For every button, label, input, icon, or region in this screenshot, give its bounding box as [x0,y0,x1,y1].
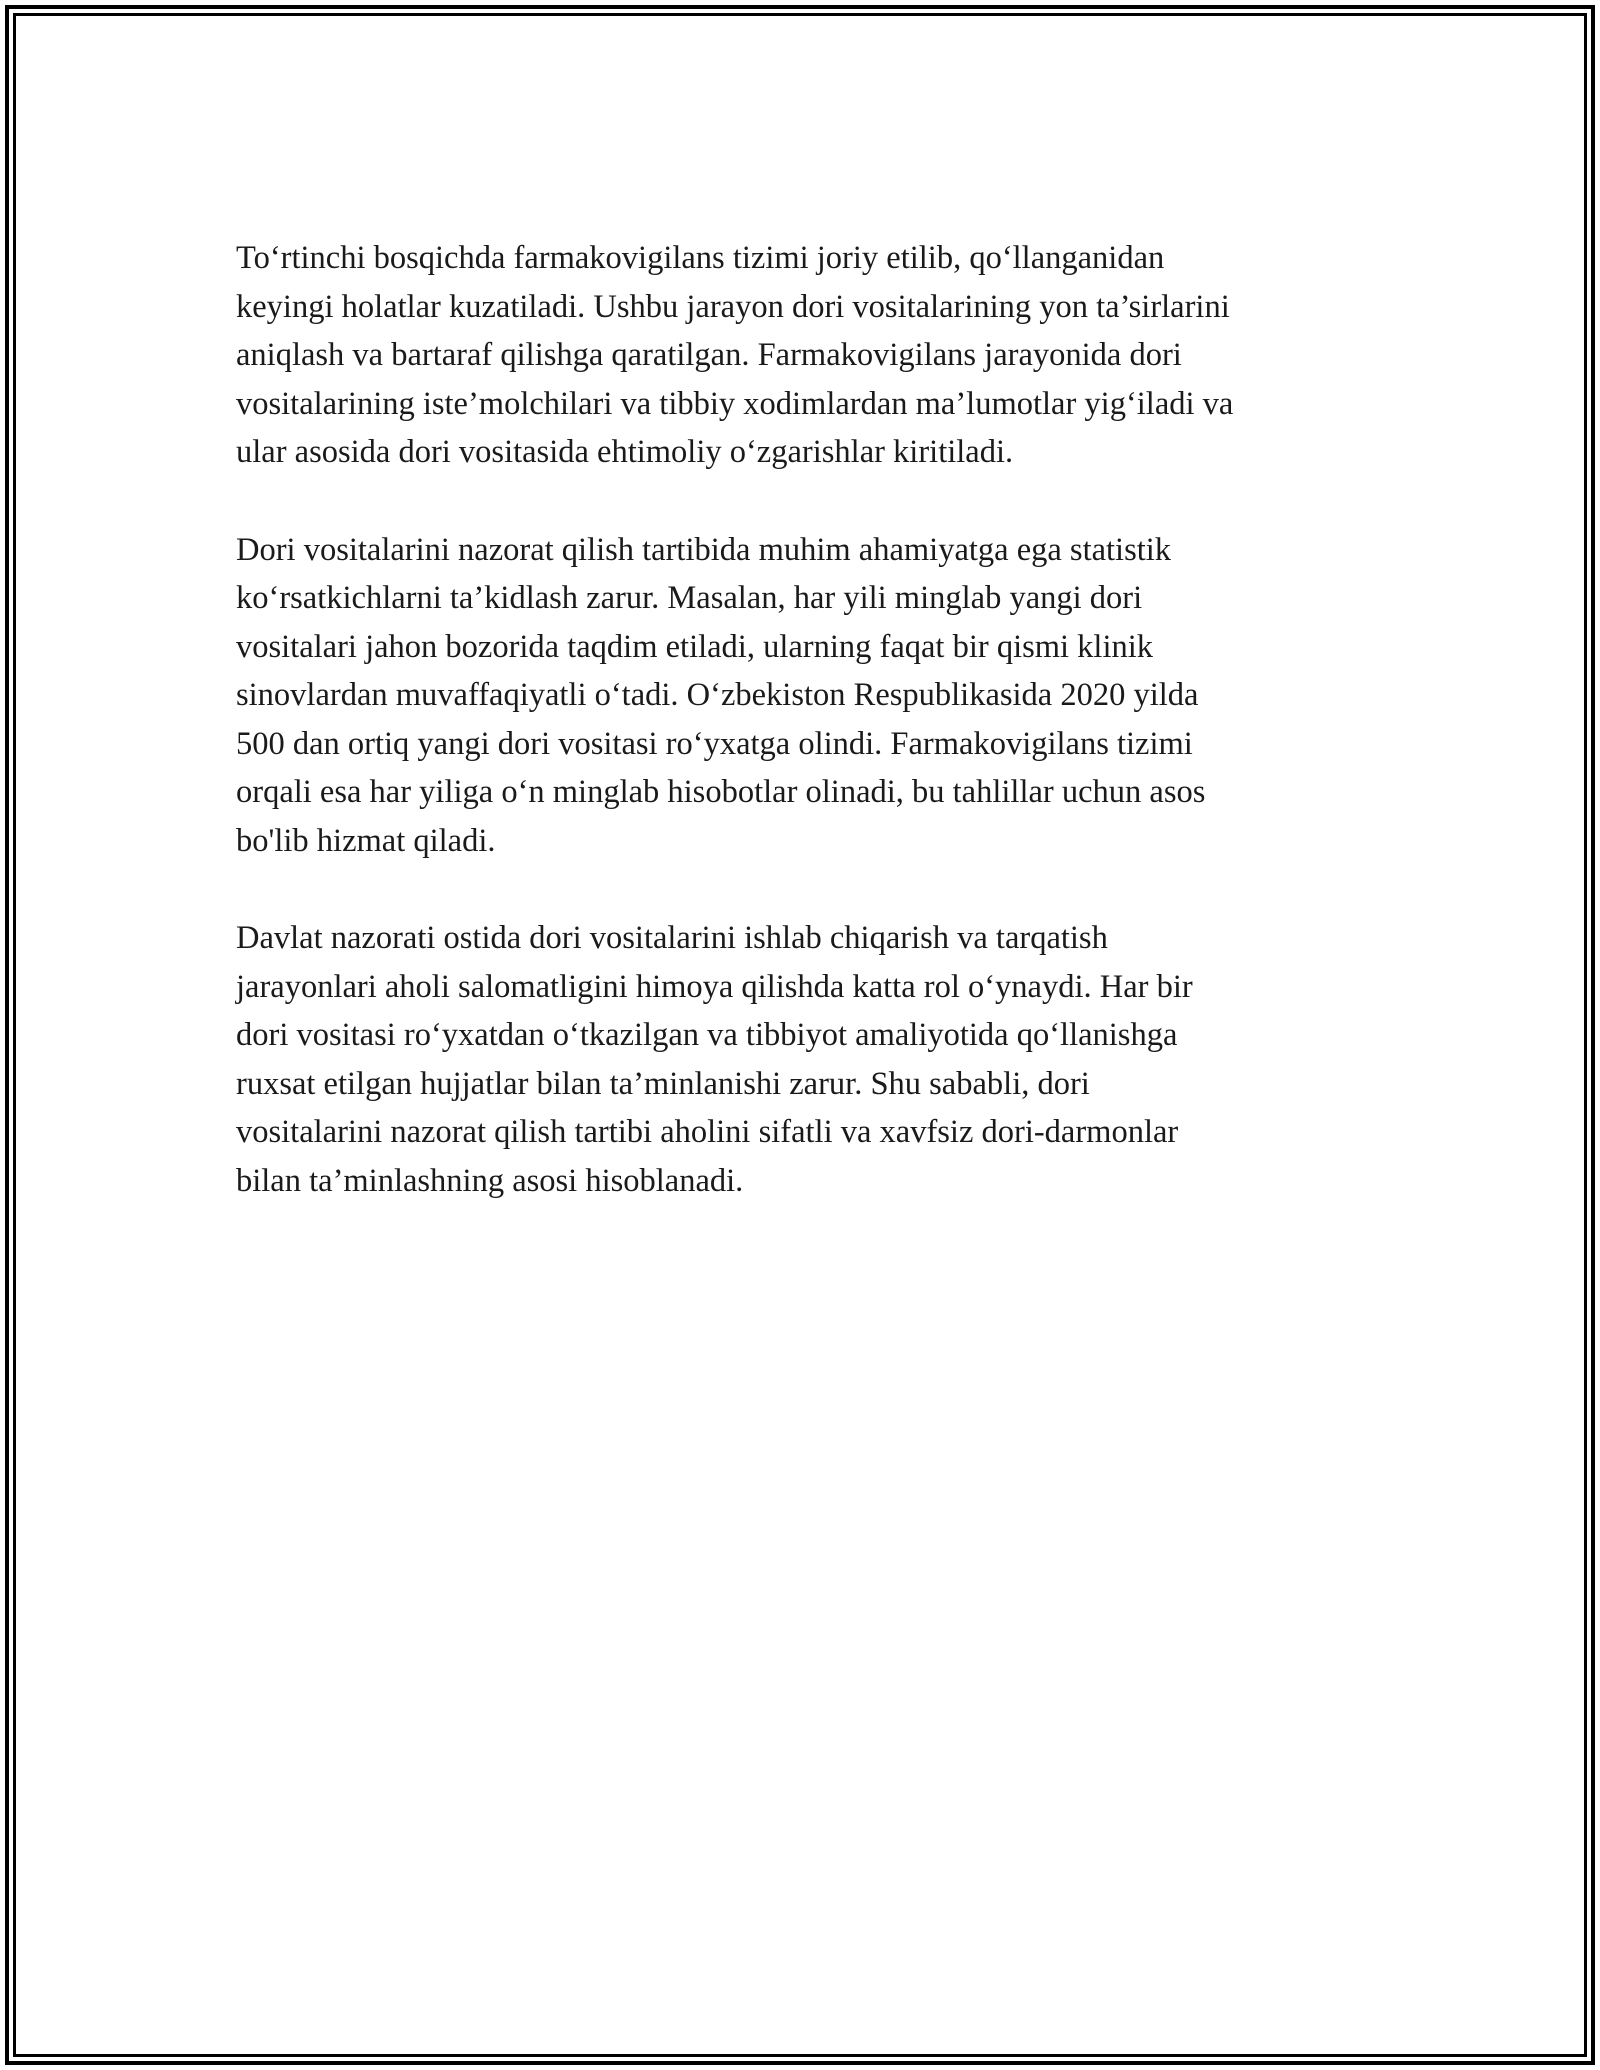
document-body [236,234,1366,1254]
paragraph-statistics: Dori vositalarini nazorat qilish tartibida muhim ahamiyatga ega statistik ko‘rsatkichlarni ta’kidlash zarur. Masalan, har yili minglab yangi dori vositalari jahon bozorida taqdim etiladi, ularning faqat bir qismi klinik sinovlardan muvaffaqiyatli o‘tadi. O‘zbekiston Respublikasida 2020 yilda 500 dan ortiq yangi dori vositasi ro‘yxatga olindi. Farmakovigilans tizimi orqali esa har yiliga o‘n minglab hisobotlar olinadi, bu tahlillar uchun asos bo'lib hizmat qiladi. [236,531,1206,859]
paragraph-farmakovigilans: To‘rtinchi bosqichda farmakovigilans tizimi joriy etilib, qo‘llanganidan keyingi holatlar kuzatiladi. Ushbu jarayon dori vositalarining yon ta’sirlarini aniqlash va bartaraf qilishga qaratilgan. Farmakovigilans jarayonida dori vositalarining iste’molchilari va tibbiy xodimlardan ma’lumotlar yig‘iladi va ular asosida dori vositasida ehtimoliy o‘zgarishlar kiritiladi. [236,240,1234,470]
paragraph-state-control: Davlat nazorati ostida dori vositalarini ishlab chiqarish va tarqatish jarayonlari aholi salomatligini himoya qilishda katta rol o‘ynaydi. Har bir dori vositasi ro‘yxatdan o‘tkazilgan va tibbiyot amaliyotida qo‘llanishga ruxsat etilgan hujjatlar bilan ta’minlanishi zarur. Shu sababli, dori vositalarini nazorat qilish tartibi aholini sifatli va xavfsiz dori-darmonlar bilan ta’minlashning asosi hisoblanadi. [236,920,1193,1199]
